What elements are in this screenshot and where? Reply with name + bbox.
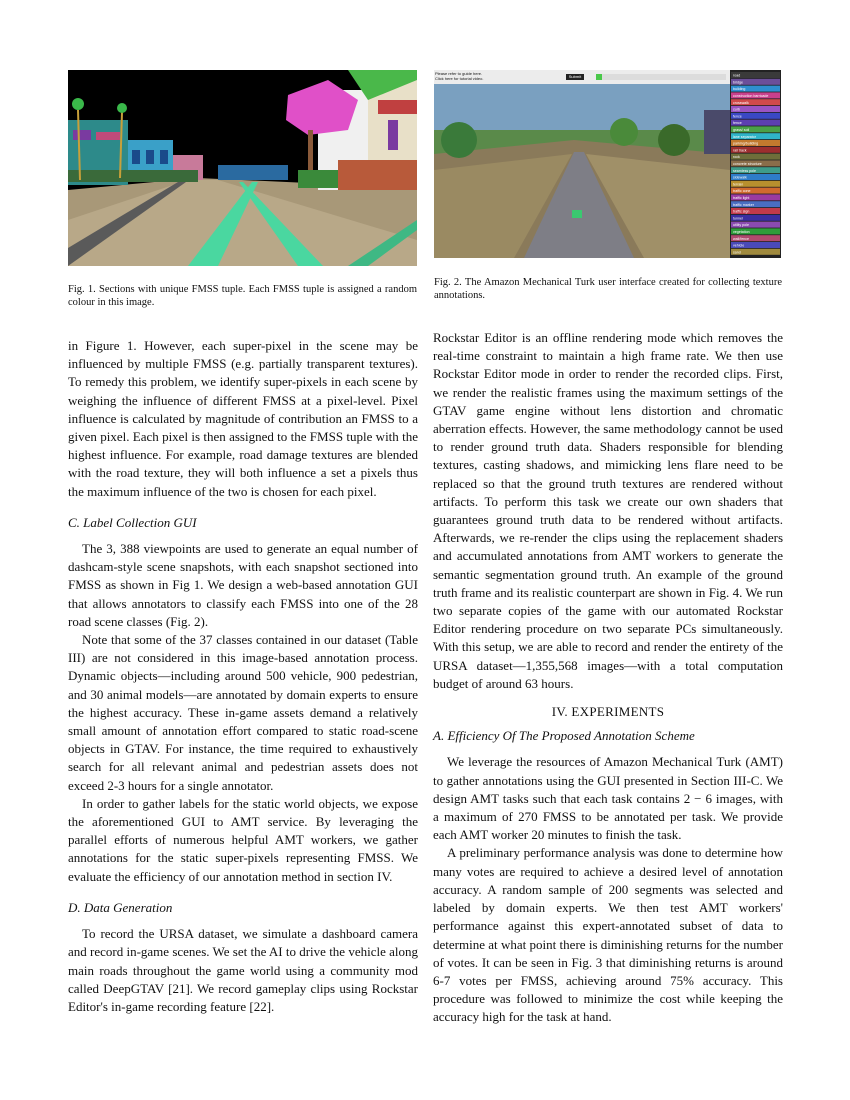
left-column (68, 337, 418, 1016)
label-option-text[interactable]: utility pole (733, 223, 749, 228)
fmss-segmentation-image (68, 70, 417, 266)
paragraph: A preliminary performance analysis was done to determine how many votes are required to achieve a desired level of annotation accuracy. A random sample of 200 segments was selected and labeled by domain experts. We then test AMT workers' performance against this expert-annotated subset of data to determine at what point there is diminishing returns for the number of votes. It can be seen in Fig. 3 that diminishing returns is around 6-7 votes per FMSS, achieving around 75% accuracy. This procedure was followed to minimize the cost while keeping the accuracy high for the task at hand. (433, 845, 783, 1025)
label-option-text[interactable]: traffic sign (733, 209, 750, 214)
label-option-text[interactable]: fence (733, 114, 742, 119)
label-option-text[interactable]: grass/ soil (733, 128, 750, 132)
label-option-text[interactable]: curb (733, 107, 740, 112)
subsection-heading-d: D. Data Generation (68, 899, 173, 915)
label-option-text[interactable]: traffic light (733, 196, 750, 200)
label-option-text[interactable]: wall/fence (733, 236, 749, 241)
label-option-text[interactable]: vegetation (733, 230, 750, 234)
figure-1-caption: Fig. 1. Sections with unique FMSS tuple. Each FMSS tuple is assigned a random colour in this image. (68, 284, 417, 308)
label-option-text[interactable]: rock (733, 155, 740, 160)
paragraph: The 3, 388 viewpoints are used to generate an equal number of dashcam-style scene snapshots, with each snapshot sectioned into FMSS as shown in Fig 1. We design a web-based annotation GUI that allows annotators to classify each FMSS into one of the 28 road scene classes (Fig. 2). (68, 541, 418, 629)
label-option-text[interactable]: crosswalk (733, 100, 749, 105)
label-option-text[interactable]: terrain (733, 182, 744, 187)
label-option-text[interactable]: building (733, 87, 746, 92)
instructions-line-1: Please refer to guide here. (435, 71, 483, 76)
paragraph: To record the URSA dataset, we simulate a dashboard camera and record in-game scenes. We set the AI to drive the vehicle along main roads throughout the game world using a community mod called DeepGTAV [21]. We record gameplay clips using Rockstar Editor's in-game recording feature [22]. (68, 926, 418, 1014)
label-option-text[interactable]: parking/building (733, 141, 759, 146)
label-option-text[interactable]: bridge (733, 80, 743, 85)
submit-button[interactable]: Submit (568, 74, 582, 79)
paragraph: We leverage the resources of Amazon Mechanical Turk (AMT) to gather annotations using the GUI presented in Section III-C. We design AMT tasks such that each task contains 2 − 6 images, with a maximum of 270 FMSS to be annotated per task. We provide each AMT worker 20 minutes to finish the task. (433, 754, 783, 843)
label-option-text[interactable]: seamless pole (733, 168, 756, 173)
figure-1 (68, 70, 417, 266)
paragraph: In order to gather labels for the static world objects, we expose the aforementioned GUI to AMT service. By leveraging the parallel efforts of numerous helpful AMT workers, we gather annotations for the static super-pixels representing FMSS. We evaluate the efficiency of our annotation method in section IV. (68, 795, 418, 884)
label-option-text[interactable]: fence (733, 121, 742, 126)
instructions-line-2[interactable]: Click here for tutorial video. (435, 76, 484, 81)
label-option-text[interactable]: sand (733, 250, 741, 255)
paragraph: Rockstar Editor is an offline rendering mode which removes the real-time constraint to maintain a high frame rate. We then use Rockstar Editor mode in order to render the recorded clips. First, we render the realistic frames using the maximum settings of the GTAV game engine without lens distortion and chromatic aberration effects. However, the same methodology cannot be used to render ground truth data. Shaders responsible for blending textures, casting shadows, and mimicking lens flare need to be replaced so that the ground truth textures are rendered without artifacts. To perform this task we create our own shaders that guarantees ground truth data to be rendered without artifacts. Afterwards, we re-render the clips using the replacement shaders and accumulated annotations from AMT workers to generate the semantic segmentation ground truth. An example of the ground truth frame and its realistic counterpart are shown in Fig. 4. We run two separate copies of the game with our automated Rockstar Editor rendering procedure on two separate PCs simultaneously. With this setup, we are able to record and render the entirety of the URSA dataset—1,355,568 images—with a total computation budget of around 63 hours. (433, 330, 783, 691)
label-option-text[interactable]: vehicle (733, 243, 745, 248)
subsection-heading-a: A. Efficiency Of The Proposed Annotation Scheme (433, 728, 695, 744)
amt-interface-screenshot (434, 70, 781, 258)
paragraph: in Figure 1. However, each super-pixel in the scene may be influenced by multiple FMSS (e.g. partially transparent textures). To remedy this problem, we identify super-pixels in each scene by weighing the influence of different FMSS at a pixel-level. Pixel influence is calculated by magnitude of contribution an FMSS to a given pixel. Each pixel is then assigned to the FMSS tuple with the highest influence. For example, road damage textures are blended with the road texture, they will both influence a set a pixels thus the maximum influence of the two is chosen for each pixel. (68, 338, 418, 499)
label-option-text[interactable]: construction barricade (733, 94, 769, 98)
label-option-text[interactable]: tunnel (733, 216, 743, 221)
figure-2 (434, 70, 781, 258)
section-heading-iv: IV. EXPERIMENTS (551, 704, 665, 720)
label-option-text[interactable]: traffic cone (733, 189, 751, 194)
label-option-text[interactable]: traffic marker (733, 202, 754, 207)
label-option-text[interactable]: concrete structure (733, 162, 762, 166)
figure-2-caption: Fig. 2. The Amazon Mechanical Turk user interface created for collecting texture annotations. (434, 277, 782, 301)
paragraph: Note that some of the 37 classes contained in our dataset (Table III) are not considered in this image-based annotation process. Dynamic objects—including around 500 vehicle, 900 pedestrian, and 30 animal models—are annotated by domain experts to ensure the highest accuracy. These in-game assets demand a relatively small amount of annotation effort compared to static road-scene objects in GTAV. For instance, the time required to exhaustively search for all relevant animal and pedestrian assets does not exceed 2-3 hours for a single annotator. (68, 632, 418, 793)
right-column (433, 329, 783, 1027)
label-option-text[interactable]: road (733, 73, 741, 78)
label-option-text[interactable]: rail track (733, 148, 747, 153)
label-option-text[interactable]: lane separator (733, 134, 756, 139)
label-option-text[interactable]: sidewalk (733, 175, 747, 180)
subsection-heading-c: C. Label Collection GUI (68, 514, 197, 530)
